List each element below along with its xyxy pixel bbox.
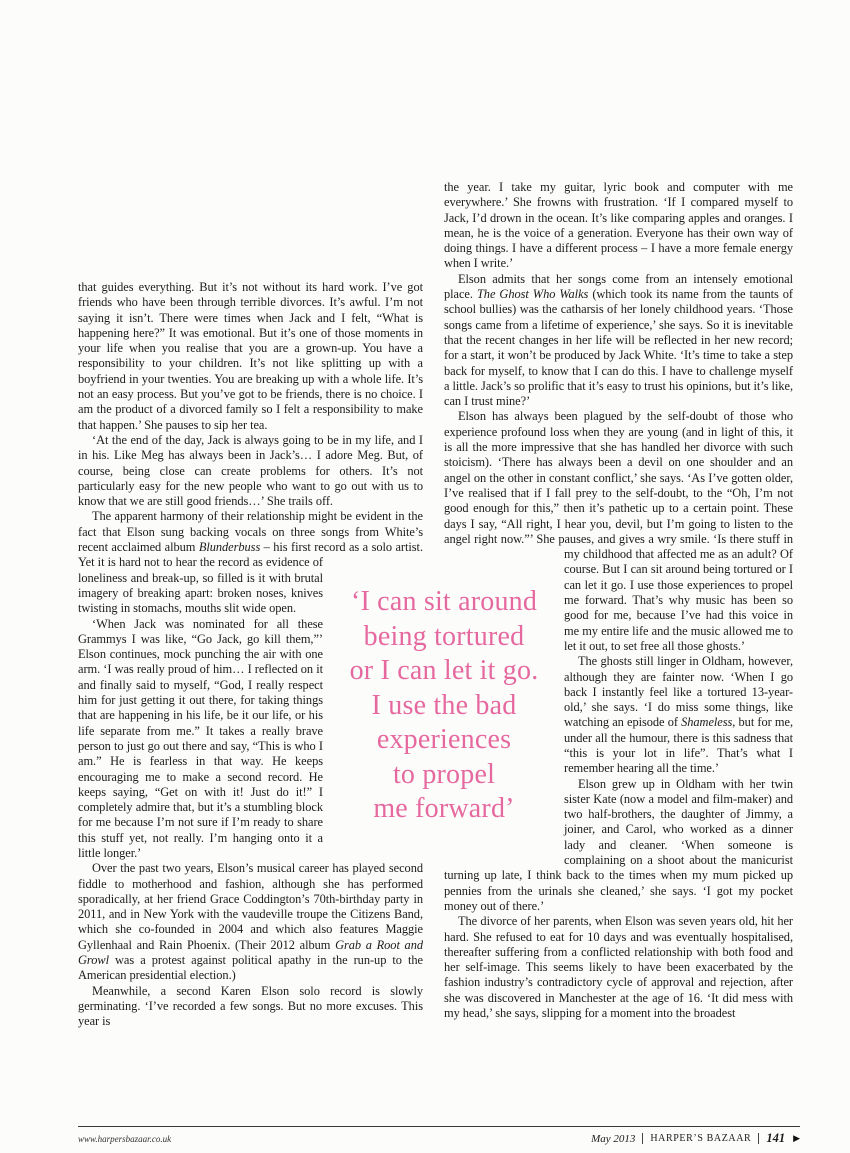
paragraph <box>78 861 423 983</box>
separator <box>758 1133 759 1144</box>
paragraph-text: – his first record as a solo artist. Yet it is hard not to hear the record as evidence of loneliness and break-up, so filled is it with brutal imagery of breaking apart: broken noses, knives twisting in stomachs, mouths slit wide open. <box>78 540 423 616</box>
continuation-arrow-icon: ▶ <box>793 1133 800 1143</box>
album-title: Blunderbuss <box>198 540 261 555</box>
paragraph: The divorce of her parents, when Elson was seven years old, hit her hard. She refused to eat for 10 days and was eventually hospitalised, thereafter suffering from a conflicted relationship with both food and her self-image. This seems likely to have been exacerbated by the fashion industry’s contradictory cycle of approval and rejection, after she was discovered in Manchester at the age of 16. ‘It did mess with my head,’ she says, slipping for a moment into the broadest <box>444 914 793 1021</box>
paragraph: Elson has always been plagued by the self-doubt of those who experience profound loss when they are young (and in light of this, it is all the more impressive that she has handled her divorce with such stoicism). ‘There has always been a devil on one shoulder and an angel on the other in constant conflict,’ she says. ‘As I’ve gotten older, I’ve realised that if I fall prey to the self-doubt, to the “Oh, I’m not good enough for this,” then it’s pathetic up to a certain point. These days I say, “All right, I hear you, devil, but I’m going to listen to the angel right now.”’ She pauses, and gives a wry smile. ‘Is there stuff in my childhood that affected me as an adult? Of course. But I can sit around being tortured or I can let it go. I use those experiences to propel me forward. That’s why music has been so good for me, because I’ve had this voice in me my entire life and the music allowed me to let it out, to set free all those ghosts.’ <box>444 409 793 653</box>
paragraph-text: , but for me, under all the humour, there is this sadness that “this is your lot in life”. That’s what I remember hearing all the time.’ <box>564 715 793 776</box>
pull-quote <box>302 585 586 827</box>
pull-quote-line: ‘I can sit around <box>350 586 538 617</box>
paragraph: Meanwhile, a second Karen Elson solo record is slowly germinating. ‘I’ve recorded a few songs. But no more excuses. This year is <box>78 983 423 1029</box>
pull-quote-line: to propel <box>392 758 496 790</box>
paragraph-text: Elson admits that her songs come from an intensely emotional place. <box>444 271 793 302</box>
footer <box>78 1126 800 1153</box>
pull-quote-line: me forward’ <box>373 793 515 824</box>
pull-quote-line: being tortured <box>363 620 525 652</box>
paragraph-text: The apparent harmony of their relationship might be evident in the fact that Elson sung backing vocals on three songs from White’s recent acclaimed album <box>78 509 423 555</box>
album-title: Grab a Root and Growl <box>78 937 423 968</box>
tv-show-title: Shameless <box>681 715 733 730</box>
paragraph-text: Over the past two years, Elson’s musical career has played second fiddle to motherhood and fashion, although she has performed sporadically, at her friend Grace Coddington’s 70th-birthday party in 2011, and in New York with the vaudeville troupe the Citizens Band, which she co-founded in 2004 and which also features Maggie Gyllenhaal and Rain Phoenix. (Their 2012 album <box>78 861 423 952</box>
footer-url: www.harpersbazaar.co.uk <box>78 1133 172 1144</box>
paragraph-text: was a protest against political apathy in the run-up to the American presidential election.) <box>78 953 423 983</box>
paragraph-text: (which took its name from the taunts of school bullies) was the catharsis of her lonely childhood years. ‘Those songs came from a lifetime of experience,’ she says. So it is inevitable that the recent changes in her life will be reflected in her new record; for a start, it won’t be produced by Jack White. ‘It’s time to take a step back for myself, to know that I can do this. I have to challenge myself a little. Jack’s so prolific that it’s easy to trust his opinions, but it’s like, can I trust mine?’ <box>444 287 794 409</box>
paragraph: ‘When Jack was nominated for all these Grammys I was like, “Go Jack, go kill them,”’ Elson continues, mock punching the air with one arm. ‘I was really proud of him… I reflected on it and finally said to myself, “God, I really respect him for just getting it out there, for taking things that are happening in his life, be it our life, or his life separate from me.” It takes a really brave person to just go out there and say, “This is who I am.” He is fearless in that way. He keeps encouraging me to make a second record. He keeps saying, “Get on with it! Just do it!” I completely admire that, but it’s a stumbling block for me because I’m not sure if I’m ready to share this stuff yet, not really. I’m hanging onto it a little longer.’ <box>78 616 323 860</box>
paragraph: the year. I take my guitar, lyric book and computer with me everywhere.’ She frowns with frustration. ‘If I compared myself to Jack, I’d drown in the ocean. It’s like comparing apples and oranges. I mean, he is the voice of a generation. Everyone has their own way of doing things. I have a different process – I have a more female energy when I write.’ <box>444 180 793 271</box>
pull-quote-line: or I can let it go. <box>349 655 539 686</box>
paragraph-text: The ghosts still linger in Oldham, however, although they are fainter now. ‘When I go back I instantly feel like a tortured 13-year-old,’ she says. ‘I do miss some things, like watching an episode of <box>564 654 793 730</box>
paragraph: ‘At the end of the day, Jack is always going to be in my life, and I in his. Like Meg has always been in Jack’s… I adore Meg. But, of course, being close can create problems for others. It’s not particularly easy for the new people who want to go out with us to know that we are still good friends…’ She trails off. <box>78 432 423 509</box>
pull-quote-line: I use the bad <box>371 689 517 721</box>
album-title: The Ghost Who Walks <box>476 287 589 302</box>
footer-date: May 2013 <box>591 1132 636 1145</box>
paragraph: Elson grew up in Oldham with her twin sister Kate (now a model and film-maker) and two half-brothers, the daughter of Jimmy, a joiner, and Carol, who worked as a dinner lady and cleaner. ‘When someone is complaining on a shoot about the manicurist turning up late, I think back to the times when my mum picked up pennies from the urinals she cleaned,’ she says. ‘I got my pocket money out of there.’ <box>444 776 793 913</box>
pull-quote-line: experiences <box>376 724 512 755</box>
separator <box>642 1133 643 1144</box>
footer-page-number: 141 <box>766 1131 786 1145</box>
footer-row <box>78 1127 800 1146</box>
paragraph: that guides everything. But it’s not without its hard work. I’ve got friends who have been through terrible divorces. It’s awful. I’m not saying it isn’t. There were times when Jack and I felt, “What is happening here?” It was emotional. But it’s one of those moments in your life when you realise that you are a grown-up. You have a responsibility to your children. It’s not like splitting up with a boyfriend in your twenties. You are breaking up with a whole life. It’s not an easy process. But you’ve got to be friends, there is no choice. I am the product of a divorced family so I felt a responsibility to make that happen.’ She pauses to sip her tea. <box>78 280 423 432</box>
paragraph <box>444 272 793 410</box>
footer-magazine-title: HARPER’S BAZAAR <box>650 1133 752 1144</box>
footer-meta <box>591 1131 800 1146</box>
